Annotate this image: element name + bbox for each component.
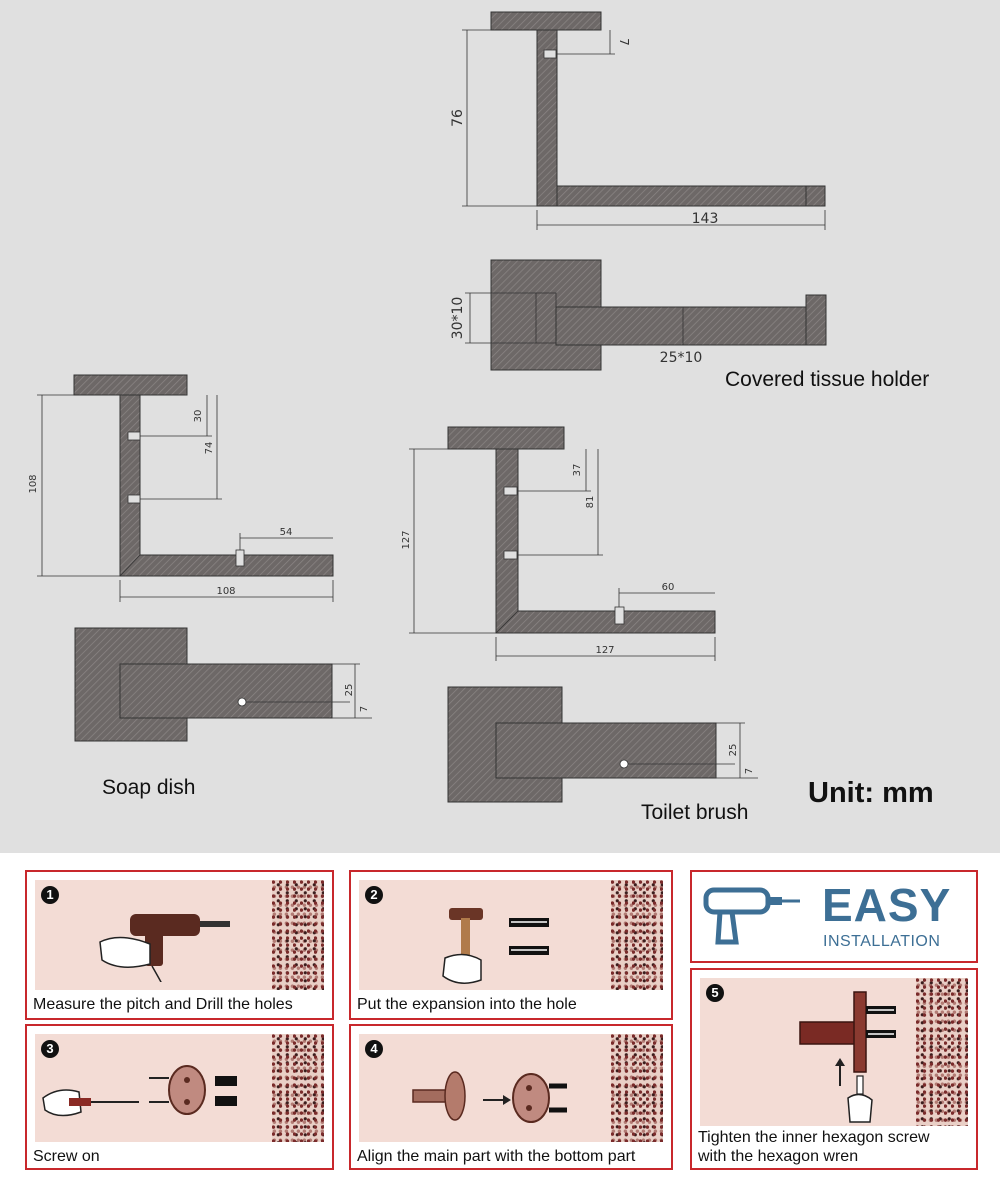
step-1-number: 1 (41, 886, 59, 904)
step-5-scene (700, 978, 968, 1126)
step-2-wall (611, 880, 663, 990)
soap-dim-arm: 25 (344, 683, 355, 697)
install-step-3 (25, 1024, 334, 1170)
drill-icon (90, 902, 230, 982)
step-4-scene (359, 1034, 663, 1142)
step-2-number: 2 (365, 886, 383, 904)
step-5-wall (916, 978, 968, 1126)
tissue-dim-plate: 30*10 (450, 296, 466, 340)
step-4-number: 4 (365, 1040, 383, 1058)
easy-installation-banner (690, 870, 978, 963)
install-step-5 (690, 968, 978, 1170)
step-1-caption: Measure the pitch and Drill the holes (33, 996, 293, 1013)
step-1-scene (35, 880, 324, 990)
install-step-1 (25, 870, 334, 1020)
soap-dim-height: 108 (28, 474, 39, 494)
soap-dim-hole-top: 30 (193, 409, 204, 423)
step-3-number: 3 (41, 1040, 59, 1058)
unit-label: Unit: mm (808, 777, 934, 809)
brush-dim-hole-top: 37 (572, 463, 583, 477)
align-parts-icon (399, 1064, 579, 1134)
soap-dish-side-view (37, 375, 333, 602)
toilet-brush-side-view (409, 427, 715, 661)
soap-dim-hole-bottom: 74 (204, 441, 215, 455)
easy-subtitle: INSTALLATION (823, 933, 941, 950)
step-3-wall (272, 1034, 324, 1142)
soap-dim-hole: 7 (359, 705, 370, 713)
toilet-brush-top-view (448, 687, 758, 802)
tissue-dim-top: 7 (617, 38, 631, 46)
toilet-brush-label: Toilet brush (641, 801, 749, 824)
brush-dim-hole-bottom: 81 (585, 495, 596, 509)
brush-dim-screw: 60 (661, 582, 675, 593)
install-step-4 (349, 1024, 673, 1170)
step-5-caption-line-2: with the hexagon wren (698, 1148, 859, 1165)
screwdriver-icon (39, 1062, 249, 1132)
brush-dim-hole: 7 (744, 767, 755, 775)
step-5-number: 5 (706, 984, 724, 1002)
tissue-dim-arm: 25*10 (659, 350, 703, 366)
step-2-caption: Put the expansion into the hole (357, 996, 577, 1013)
step-3-scene (35, 1034, 324, 1142)
tissue-holder-side-view (462, 12, 825, 230)
hex-wrench-icon (790, 986, 920, 1126)
step-5-caption (698, 1128, 970, 1166)
install-step-2 (349, 870, 673, 1020)
soap-dim-width: 108 (216, 586, 236, 597)
step-4-caption: Align the main part with the bottom part (357, 1148, 636, 1165)
brush-dim-height: 127 (401, 530, 412, 550)
step-1-wall (272, 880, 324, 990)
easy-title: EASY (822, 879, 952, 931)
step-5-caption-line-1: Tighten the inner hexagon screw (698, 1129, 930, 1146)
tissue-dim-height: 76 (450, 109, 466, 127)
electric-drill-icon (700, 884, 806, 952)
tissue-holder-label: Covered tissue holder (725, 368, 930, 391)
step-2-scene (359, 880, 663, 990)
tissue-holder-top-view (465, 260, 826, 370)
step-3-caption: Screw on (33, 1148, 100, 1165)
brush-dim-arm: 25 (728, 743, 739, 757)
hammer-icon (419, 900, 559, 990)
soap-dish-top-view (75, 628, 372, 741)
tissue-dim-width: 143 (691, 211, 719, 227)
soap-dim-screw: 54 (279, 527, 293, 538)
soap-dish-label: Soap dish (102, 776, 196, 799)
step-4-wall (611, 1034, 663, 1142)
brush-dim-width: 127 (595, 645, 615, 656)
